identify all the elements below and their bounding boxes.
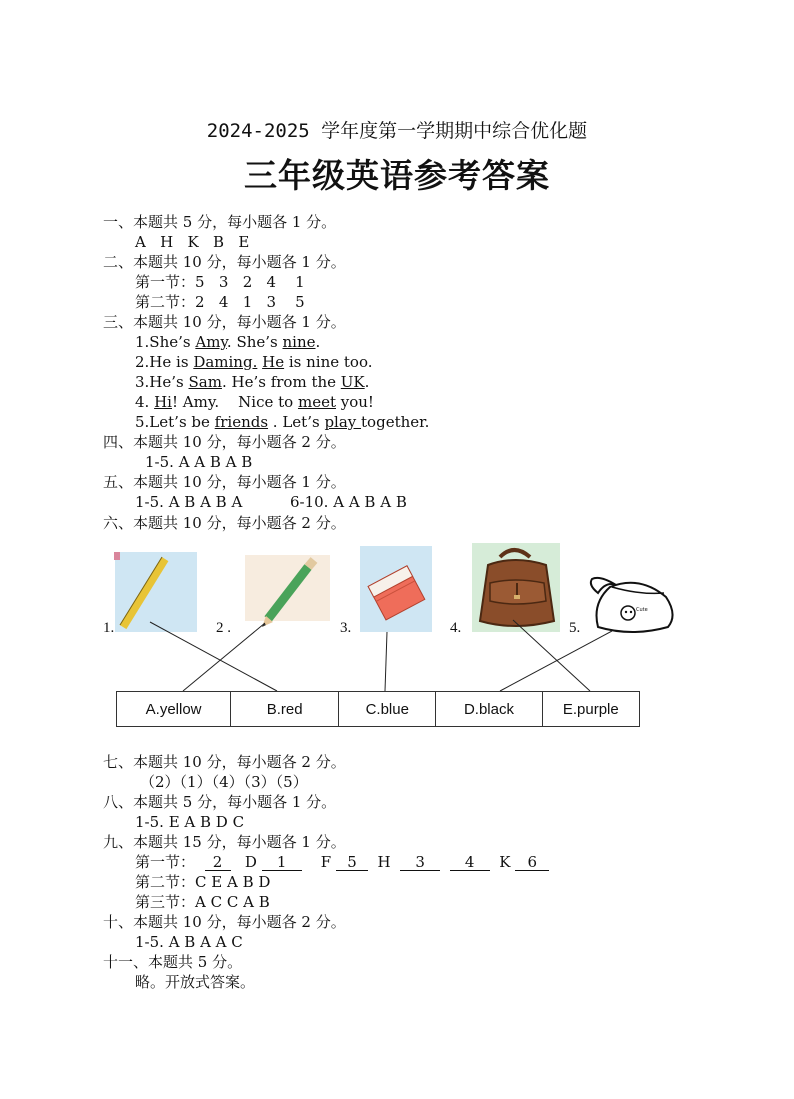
section-4-answers: 1-5. A A B A B: [145, 453, 253, 471]
section-3-item-1: 1.She’s Amy. She’s nine.: [135, 333, 321, 351]
section-3-item-3: 3.He’s Sam. He’s from the UK.: [135, 373, 370, 391]
alphabet-blank-4: 3: [400, 854, 440, 871]
doc-title-line1: 2024-2025 学年度第一学期期中综合优化题: [206, 120, 588, 142]
section-2-title: 二、本题共 10 分，每小题各 1 分。: [103, 253, 346, 271]
backpack-picture: [472, 543, 560, 632]
doc-title-line2: 三年级英语参考答案: [244, 156, 550, 195]
section-11-title: 十一、本题共 5 分。: [103, 953, 243, 971]
section-9-part2: 第二节：C E A B D: [135, 873, 271, 891]
section-3-title: 三、本题共 10 分，每小题各 1 分。: [103, 313, 346, 331]
section-1-answers: A H K B E: [135, 233, 250, 251]
color-option-c: C.blue: [339, 692, 436, 727]
section-8-title: 八、本题共 5 分，每小题各 1 分。: [103, 793, 337, 811]
section-5-title: 五、本题共 10 分，每小题各 1 分。: [103, 473, 346, 491]
section-4-title: 四、本题共 10 分，每小题各 2 分。: [103, 433, 346, 451]
svg-text:Cute: Cute: [636, 607, 648, 613]
match-line-1-B: [150, 622, 277, 691]
section-10-answers: 1-5. A B A A C: [135, 933, 243, 951]
match-line-5-D: [500, 631, 612, 691]
picture-number-1: 1.: [103, 620, 115, 636]
color-option-e: E.purple: [542, 692, 639, 727]
picture-number-4: 4.: [450, 620, 462, 636]
color-options-table: [116, 691, 640, 727]
section-9-part3: 第三节：A C C A B: [135, 893, 270, 911]
alphabet-blank-6: 6: [515, 854, 549, 871]
section-7-answers: （2）（1）（4）（3）（5）: [140, 773, 308, 791]
section-2-part1: 第一节：5 3 2 4 1: [135, 273, 305, 291]
section-3-item-5: 5.Let’s be friends . Let’s play together.: [135, 413, 430, 431]
alphabet-blank-3: 5: [336, 854, 368, 871]
section-11-answers: 略。开放式答案。: [135, 973, 256, 991]
color-option-d: D.black: [436, 692, 542, 727]
picture-number-5: 5.: [569, 620, 581, 636]
section-10-title: 十、本题共 10 分，每小题各 2 分。: [103, 913, 346, 931]
section-7-title: 七、本题共 10 分，每小题各 2 分。: [103, 753, 346, 771]
eraser-picture: [360, 546, 432, 632]
section-6-title: 六、本题共 10 分，每小题各 2 分。: [103, 514, 346, 532]
alphabet-blank-2: 1: [262, 854, 302, 871]
section-5-answers: 1-5. A B A B A 6-10. A A B A B: [135, 493, 407, 511]
pencil-case-picture: [591, 578, 673, 632]
pencil-picture: [245, 555, 330, 627]
picture-number-3: 3.: [340, 620, 352, 636]
ruler-picture: [114, 552, 197, 632]
section-3-item-2: 2.He is Daming. He is nine too.: [135, 353, 373, 371]
section-9-part1: 第一节： 2 D 1 F 5 H 3 4 K 6: [135, 853, 549, 872]
picture-number-2: 2 .: [216, 620, 231, 636]
color-option-a: A.yellow: [117, 692, 231, 727]
match-line-3-C: [385, 632, 387, 691]
section-3-item-4: 4. Hi! Amy. Nice to meet you!: [135, 393, 374, 411]
section-2-part2: 第二节：2 4 1 3 5: [135, 293, 305, 311]
section-1-title: 一、本题共 5 分，每小题各 1 分。: [103, 213, 337, 231]
color-option-b: B.red: [231, 692, 339, 727]
section-9-title: 九、本题共 15 分，每小题各 1 分。: [103, 833, 346, 851]
alphabet-blank-5: 4: [450, 854, 490, 871]
alphabet-blank-1: 2: [205, 854, 231, 871]
section-8-answers: 1-5. E A B D C: [135, 813, 245, 831]
